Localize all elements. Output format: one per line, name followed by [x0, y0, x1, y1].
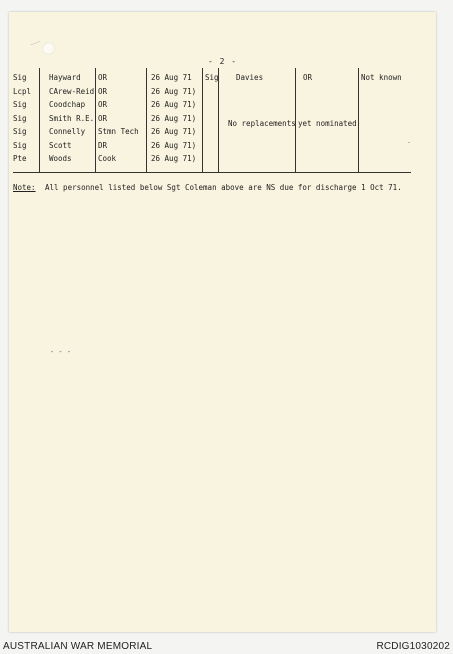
no-replacements-text: No replacements [228, 119, 296, 128]
yet-nominated-text: yet nominated [298, 119, 357, 128]
row-2-name: Coodchap [49, 100, 86, 109]
row-1-date: 26 Aug 71) [151, 87, 197, 96]
row-3-date: 26 Aug 71) [151, 114, 197, 123]
row-0-date: 26 Aug 71 [151, 73, 192, 82]
table-rule-date [202, 68, 203, 172]
row-0-name: Hayward [49, 73, 81, 82]
punch-hole [43, 43, 54, 54]
replacement-corps: OR [303, 73, 313, 82]
row-3-corps: OR [98, 114, 108, 123]
pencil-mark: ~~~ [29, 38, 42, 49]
row-6-corps: Cook [98, 154, 117, 163]
table-bottom-rule [13, 172, 411, 173]
row-1-name: CArew-Reid [49, 87, 95, 96]
row-6-rank: Pte [13, 154, 27, 163]
row-1-rank: Lcpl [13, 87, 32, 96]
footer-record-id: RCDIG1030202 [376, 641, 450, 652]
row-6-date: 26 Aug 71) [151, 154, 197, 163]
row-5-name: Scott [49, 141, 72, 150]
table-rule-name [95, 68, 96, 172]
row-5-rank: Sig [13, 141, 27, 150]
table-rule-rank [39, 68, 40, 172]
table-rule-repl-corps [358, 68, 359, 172]
row-4-name: Connelly [49, 127, 86, 136]
row-2-date: 26 Aug 71) [151, 100, 197, 109]
table-rule-repl-rank [218, 68, 219, 172]
row-4-date: 26 Aug 71) [151, 127, 197, 136]
note-label: Note: [13, 183, 36, 192]
row-3-rank: Sig [13, 114, 27, 123]
row-6-name: Woods [49, 154, 72, 163]
replacement-status: Not known [361, 73, 402, 82]
page-number: - 2 - [207, 57, 238, 66]
note-text: All personnel listed below Sgt Coleman above are NS due for discharge 1 Oct 71. [45, 183, 402, 192]
row-0-rank: Sig [13, 73, 27, 82]
replacement-rank: Sig [205, 73, 219, 82]
row-0-corps: OR [98, 73, 108, 82]
document-page [9, 12, 436, 632]
footer-institution: AUSTRALIAN WAR MEMORIAL [3, 641, 153, 652]
table-rule-corps [146, 68, 147, 172]
replacement-name: Davies [236, 73, 264, 82]
row-2-corps: OR [98, 100, 108, 109]
row-3-name: Smith R.E. [49, 114, 95, 123]
row-5-corps: DR [98, 141, 108, 150]
row-4-corps: Stmn Tech [98, 127, 139, 136]
pencil-tick: - [407, 139, 411, 146]
row-2-rank: Sig [13, 100, 27, 109]
row-1-corps: OR [98, 87, 108, 96]
row-5-date: 26 Aug 71) [151, 141, 197, 150]
pencil-dashes: - - - [50, 348, 72, 356]
row-4-rank: Sig [13, 127, 27, 136]
